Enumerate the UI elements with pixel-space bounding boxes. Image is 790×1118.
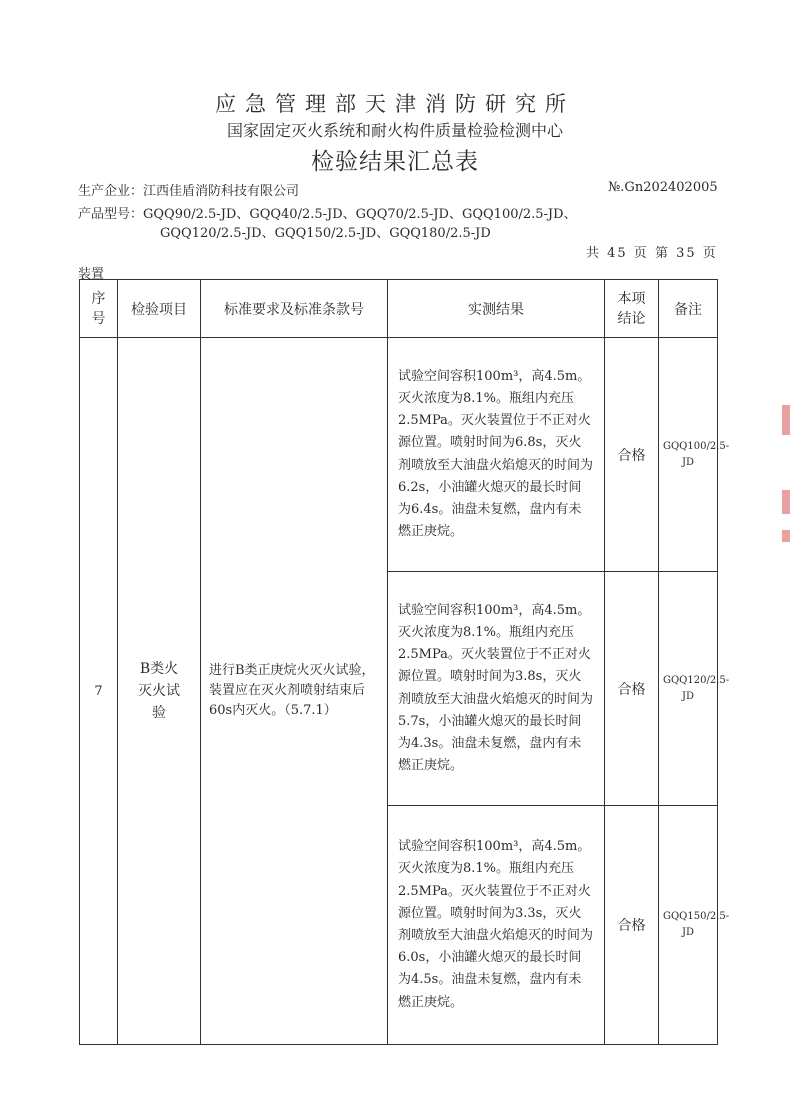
center-name: 国家固定灭火系统和耐火构件质量检验检测中心 [226, 121, 563, 140]
table-header-row [80, 280, 718, 338]
conclusion-cell: 合格 [605, 338, 659, 572]
item-cell: B类火灭火试验 [118, 338, 201, 1045]
device-label: 装置 [78, 267, 105, 282]
company-line: 生产企业：江西佳盾消防科技有限公司 [78, 184, 300, 199]
result-cell: 试验空间容积100m³，高4.5m。灭火浓度为8.1%。瓶组内充压2.5MPa。灭火装置位于不正对火源位置。喷射时间为3.3s，灭火剂喷放至大油盘火焰熄灭的时间为6.0s，小油罐火熄灭的最长时间为4.5s。油盘未复燃，盘内有未燃正庚烷。 [388, 806, 605, 1045]
seal-fragment [782, 490, 790, 514]
result-cell: 试验空间容积100m³，高4.5m。灭火浓度为8.1%。瓶组内充压2.5MPa。灭火装置位于不正对火源位置。喷射时间为3.8s，灭火剂喷放至大油盘火焰熄灭的时间为5.7s，小油罐火熄灭的最长时间为4.3s。油盘未复燃，盘内有未燃正庚烷。 [388, 572, 605, 806]
conclusion-cell: 合格 [605, 806, 659, 1045]
model-line-2: GQQ120/2.5-JD、GQQ150/2.5-JD、GQQ180/2.5-JD [160, 226, 491, 241]
remark-cell: GQQ150/2.5-JD [659, 806, 718, 1045]
page-counter: 共 45 页 第 35 页 [586, 246, 718, 261]
remark-cell: GQQ120/2.5-JD [659, 572, 718, 806]
page-title: 检验结果汇总表 [311, 149, 479, 175]
report-number: №.Gn202402005 [608, 180, 718, 195]
remark-cell: GQQ100/2.5-JD [659, 338, 718, 572]
results-table [79, 279, 730, 1045]
col-header-seq: 序号 [80, 280, 118, 338]
seal-fragment [782, 530, 790, 542]
seq-cell: 7 [80, 338, 118, 1045]
table-row [80, 338, 718, 572]
model-line-1: 产品型号：GQQ90/2.5-JD、GQQ40/2.5-JD、GQQ70/2.5-JD、GQQ100/2.5-JD、 [78, 207, 577, 222]
conclusion-cell: 合格 [605, 572, 659, 806]
result-cell: 试验空间容积100m³，高4.5m。灭火浓度为8.1%。瓶组内充压2.5MPa。灭火装置位于不正对火源位置。喷射时间为6.8s，灭火剂喷放至大油盘火焰熄灭的时间为6.2s，小油罐火熄灭的最长时间为6.4s。油盘未复燃，盘内有未燃正庚烷。 [388, 338, 605, 572]
col-header-item: 检验项目 [118, 280, 201, 338]
col-header-conclusion: 本项结论 [605, 280, 659, 338]
col-header-remark: 备注 [659, 280, 718, 338]
seal-fragment [782, 405, 790, 435]
institute-name: 应急管理部天津消防研究所 [215, 92, 575, 116]
col-header-standard: 标准要求及标准条款号 [201, 280, 388, 338]
standard-cell: 进行B类正庚烷火灭火试验，装置应在灭火剂喷射结束后60s内灭火。（5.7.1） [201, 338, 388, 1045]
col-header-result: 实测结果 [388, 280, 605, 338]
